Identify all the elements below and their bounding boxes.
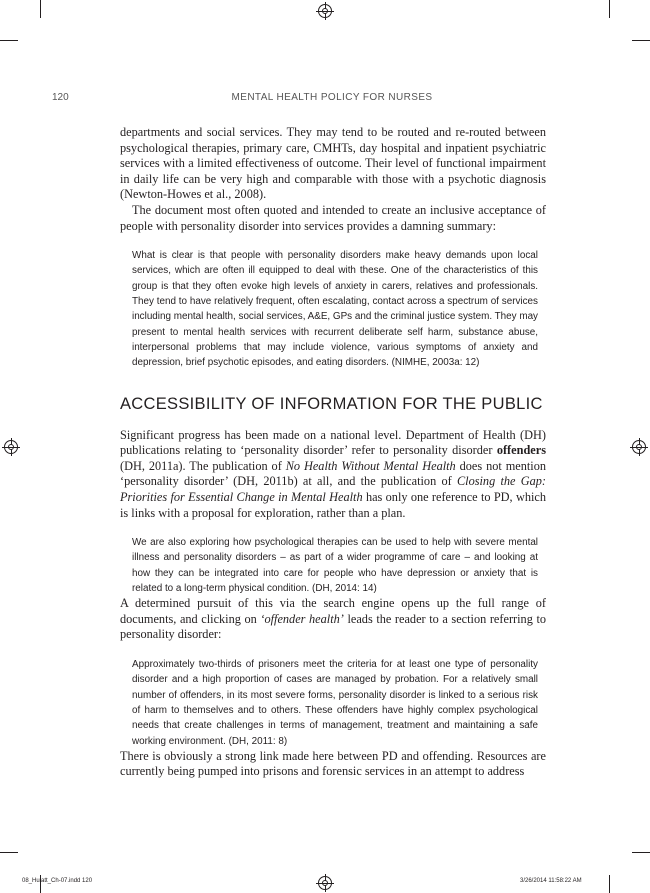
paragraph: The document most often quoted and intended to create an inclusive acceptance of people with personality disorder into services provides a damning summary: — [120, 202, 546, 233]
crop-mark — [40, 0, 41, 18]
crop-mark — [609, 0, 610, 18]
paragraph: Significant progress has been made on a national level. Department of Health (DH) publications relating to ‘personality disorder’ refer to personality disorder offenders (DH, 2011a). The publication of No Health Without Mental Health does not mention ‘personality disorder’ (DH, 2011b) at all, and the publication of Closing the Gap: Priorities for Essential Change in Mental Health has only one reference to PD, which is links with a proposal for exploration, rather than a plan. — [120, 427, 547, 520]
crop-mark — [632, 40, 650, 41]
file-slug: 08_Hulatt_Ch-07.indd 120 — [22, 878, 93, 884]
crop-mark — [609, 875, 610, 893]
running-head: MENTAL HEALTH POLICY FOR NURSES — [231, 92, 433, 103]
registration-mark-icon — [632, 440, 646, 454]
block-quote: We are also exploring how psychological therapies can be used to help with severe mental illness and personality disorders – as part of a wider programme of care – and looking at how they can be integrated into care for people who have depression or anxiety that is related to a long-term physical condition. (DH, 2014: 14) — [132, 537, 538, 594]
page-number: 120 — [52, 92, 69, 103]
registration-mark-icon — [318, 4, 332, 18]
paragraph: There is obviously a strong link made here between PD and offending. Resources are currently being pumped into prisons and forensic services in an attempt to address — [120, 748, 546, 779]
crop-mark — [0, 40, 18, 41]
block-quote: Approximately two-thirds of prisoners meet the criteria for at least one type of personality disorder and a high proportion of cases are managed by probation. For a relatively small number of offenders, in its most severe forms, personality disorder is linked to a serious risk of harm to themselves and to others. These offenders have highly complex psychological needs that create challenges in terms of management, treatment and maintaining a safe working environment. (DH, 2011: 8) — [132, 659, 538, 747]
crop-mark — [0, 852, 18, 853]
registration-mark-icon — [318, 876, 332, 890]
main-text — [120, 125, 546, 780]
print-timestamp: 3/26/2014 11:58:22 AM — [520, 878, 582, 884]
section-heading: ACCESSIBILITY OF INFORMATION FOR THE PUBLIC — [120, 394, 543, 413]
paragraph: A determined pursuit of this via the search engine opens up the full range of documents, and clicking on ‘offender health’ leads the reader to a section referring to personality disorder: — [120, 596, 547, 642]
crop-mark — [632, 852, 650, 853]
block-quote: What is clear is that people with personality disorders make heavy demands upon local services, which are often ill equipped to deal with these. One of the characteristics of this group is that they often evoke high levels of anxiety in carers, relatives and professionals. They tend to have relatively frequent, often escalating, contact across a spectrum of services including mental health, social services, A&E, GPs and the criminal justice system. They may present to mental health services with recurrent deliberate self harm, substance abuse, interpersonal problems that may include violence, various symptoms of anxiety and depression, brief psychotic episodes, and eating disorders. (NIMHE, 2003a: 12) — [132, 250, 538, 369]
registration-mark-icon — [4, 440, 18, 454]
paragraph: departments and social services. They may tend to be routed and re-routed between psychological therapies, primary care, CMHTs, day hospital and inpatient psychiatric services with a limited effectiveness of outcome. Their level of functional impairment in daily life can be very high and comparable with those with a psychotic diagnosis (Newton-Howes et al., 2008). — [120, 125, 546, 202]
